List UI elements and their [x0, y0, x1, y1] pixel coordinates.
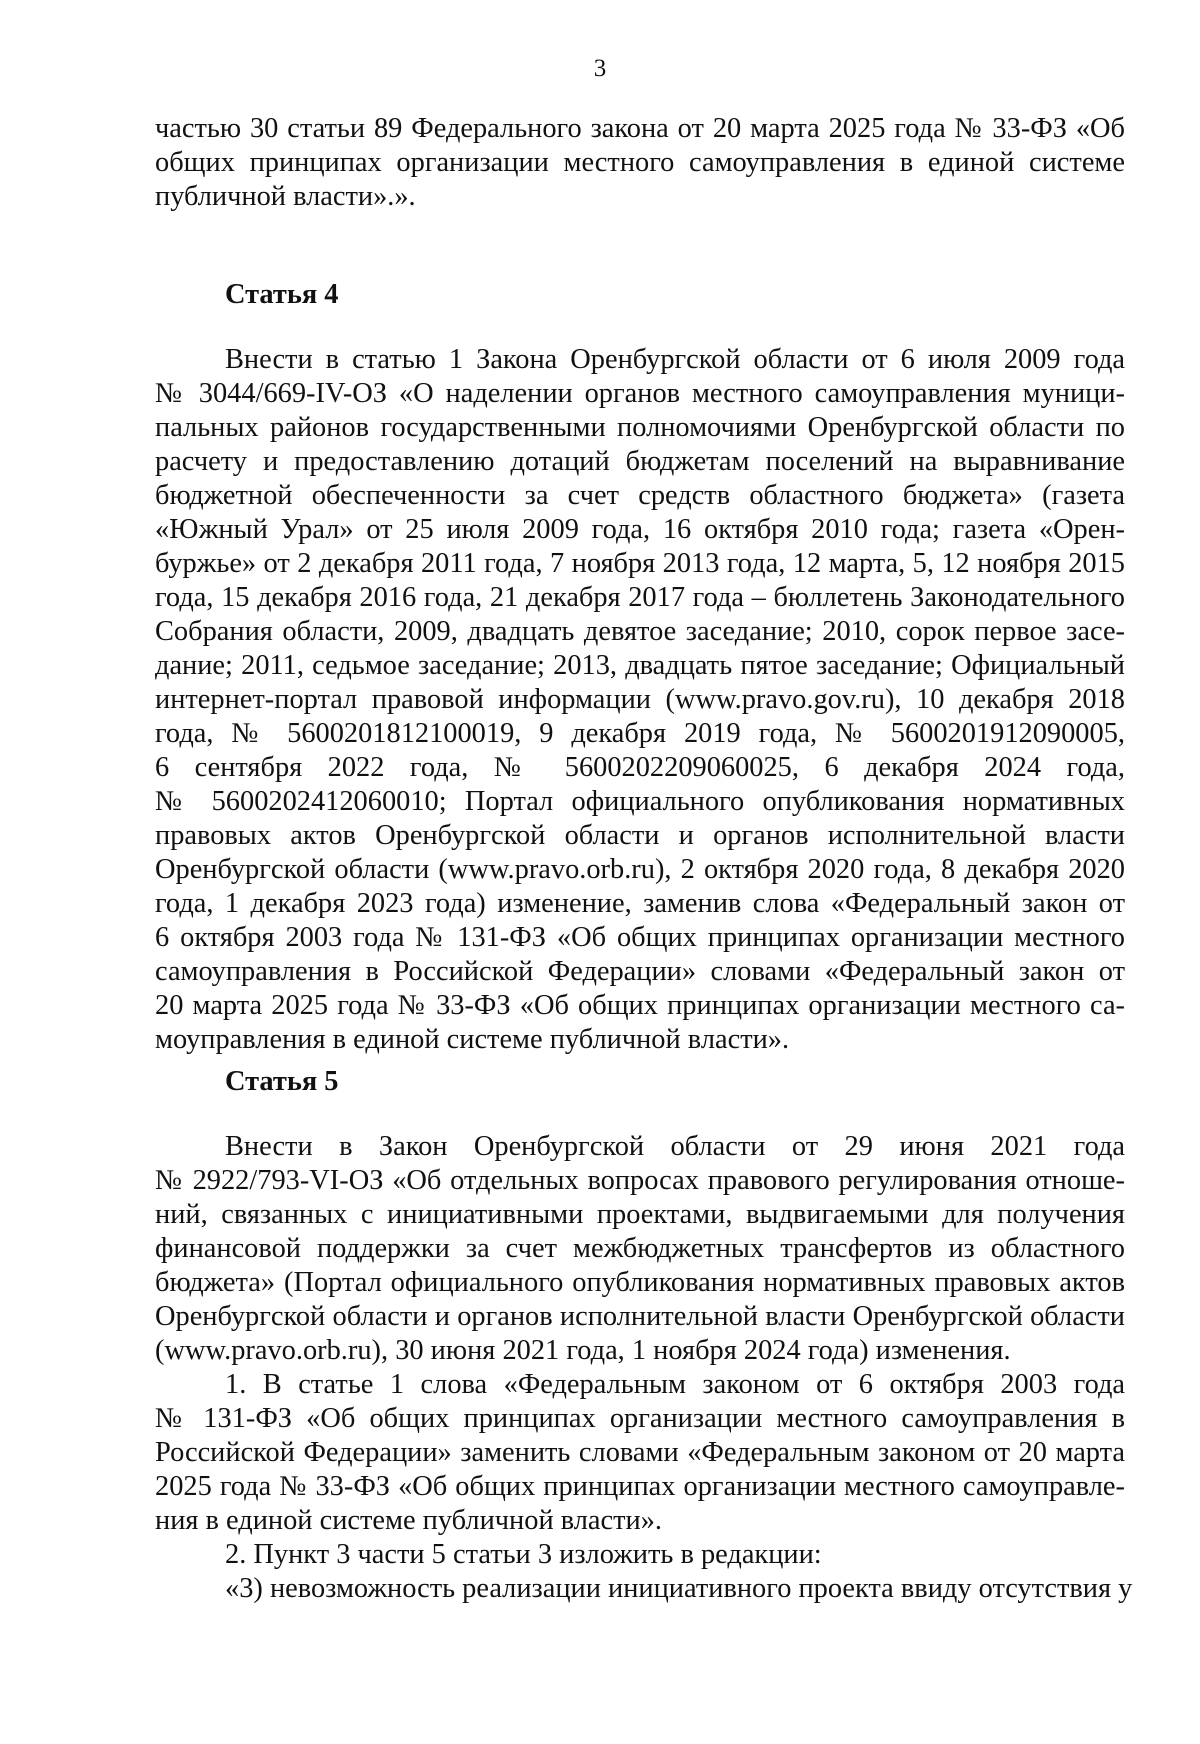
text-line: «3) невозможность реализации инициативного проекта ввиду отсутствия у [225, 1573, 1133, 1604]
text-line: интернет-портал правовой информации (www.pravo.gov.ru), 10 декабря 2018 [155, 684, 1125, 715]
text-line: Внести в статью 1 Закона Оренбургской области от 6 июля 2009 года [225, 344, 1125, 375]
text-line: № 131-ФЗ «Об общих принципах организации местного самоуправления в [155, 1403, 1125, 1434]
text-line: года, 1 декабря 2023 года) изменение, заменив слова «Федеральный закон от [155, 888, 1125, 919]
text-line: № 2922/793-VI-ОЗ «Об отдельных вопросах правового регулирования отноше- [155, 1165, 1125, 1196]
text-line: № 3044/669-IV-ОЗ «О наделении органов местного самоуправления муници- [155, 378, 1125, 409]
text-line: 6 сентября 2022 года, № 5600202209060025, 6 декабря 2024 года, [155, 752, 1125, 783]
text-line: № 5600202412060010; Портал официального опубликования нормативных [155, 786, 1125, 817]
text-line: самоуправления в Российской Федерации» словами «Федеральный закон от [155, 956, 1125, 987]
text-line: 1. В статье 1 слова «Федеральным законом от 6 октября 2003 года [225, 1369, 1125, 1400]
article-5-body [155, 1130, 1133, 1606]
text-line: 2. Пункт 3 части 5 статьи 3 изложить в редакции: [225, 1539, 822, 1570]
text-line: 6 октября 2003 года № 131-ФЗ «Об общих принципах организации местного [155, 922, 1125, 953]
article-4-body [155, 343, 1125, 1057]
text-line: (www.pravo.orb.ru), 30 июня 2021 года, 1 ноября 2024 года) изменения. [155, 1335, 1011, 1366]
text-line: 20 марта 2025 года № 33-ФЗ «Об общих принципах организации местного са- [155, 990, 1125, 1021]
page-number: 3 [593, 55, 607, 82]
article-4-heading: Статья 4 [225, 279, 339, 310]
text-line: Российской Федерации» заменить словами «Федеральным законом от 20 марта [155, 1437, 1125, 1468]
text-line: частью 30 статьи 89 Федерального закона от 20 марта 2025 года № 33-ФЗ «Об [155, 113, 1125, 144]
text-line: ния в единой системе публичной власти». [155, 1505, 663, 1536]
article-5-heading: Статья 5 [225, 1066, 339, 1097]
text-line: Оренбургской области (www.pravo.orb.ru), 2 октября 2020 года, 8 декабря 2020 [155, 854, 1125, 885]
text-line: публичной власти».». [155, 181, 416, 212]
text-line: финансовой поддержки за счет межбюджетных трансфертов из областного [155, 1233, 1125, 1264]
text-line: бюджетной обеспеченности за счет средств областного бюджета» (газета [155, 480, 1125, 511]
text-line: буржье» от 2 декабря 2011 года, 7 ноября 2013 года, 12 марта, 5, 12 ноября 2015 [155, 548, 1125, 579]
text-line: пальных районов государственными полномочиями Оренбургской области по [155, 412, 1125, 443]
text-line: общих принципах организации местного самоуправления в единой системе [155, 147, 1125, 178]
text-line: бюджета» (Портал официального опубликования нормативных правовых актов [155, 1267, 1125, 1298]
text-line: года, 15 декабря 2016 года, 21 декабря 2017 года – бюллетень Законодательного [155, 582, 1125, 613]
text-line: дание; 2011, седьмое заседание; 2013, двадцать пятое заседание; Официальный [155, 650, 1125, 681]
text-line: «Южный Урал» от 25 июля 2009 года, 16 октября 2010 года; газета «Орен- [155, 514, 1125, 545]
continuation-paragraph [155, 112, 1125, 214]
text-line: ний, связанных с инициативными проектами, выдвигаемыми для получения [155, 1199, 1125, 1230]
text-line: моуправления в единой системе публичной власти». [155, 1024, 790, 1055]
text-line: 2025 года № 33-ФЗ «Об общих принципах организации местного самоуправле- [155, 1471, 1125, 1502]
text-line: Внести в Закон Оренбургской области от 29 июня 2021 года [225, 1131, 1125, 1162]
text-line: расчету и предоставлению дотаций бюджетам поселений на выравнивание [155, 446, 1125, 477]
text-line: Собрания области, 2009, двадцать девятое заседание; 2010, сорок первое засе- [155, 616, 1125, 647]
text-line: Оренбургской области и органов исполнительной власти Оренбургской области [155, 1301, 1125, 1332]
text-line: года, № 5600201812100019, 9 декабря 2019 года, № 5600201912090005, [155, 718, 1125, 749]
text-line: правовых актов Оренбургской области и органов исполнительной власти [155, 820, 1125, 851]
